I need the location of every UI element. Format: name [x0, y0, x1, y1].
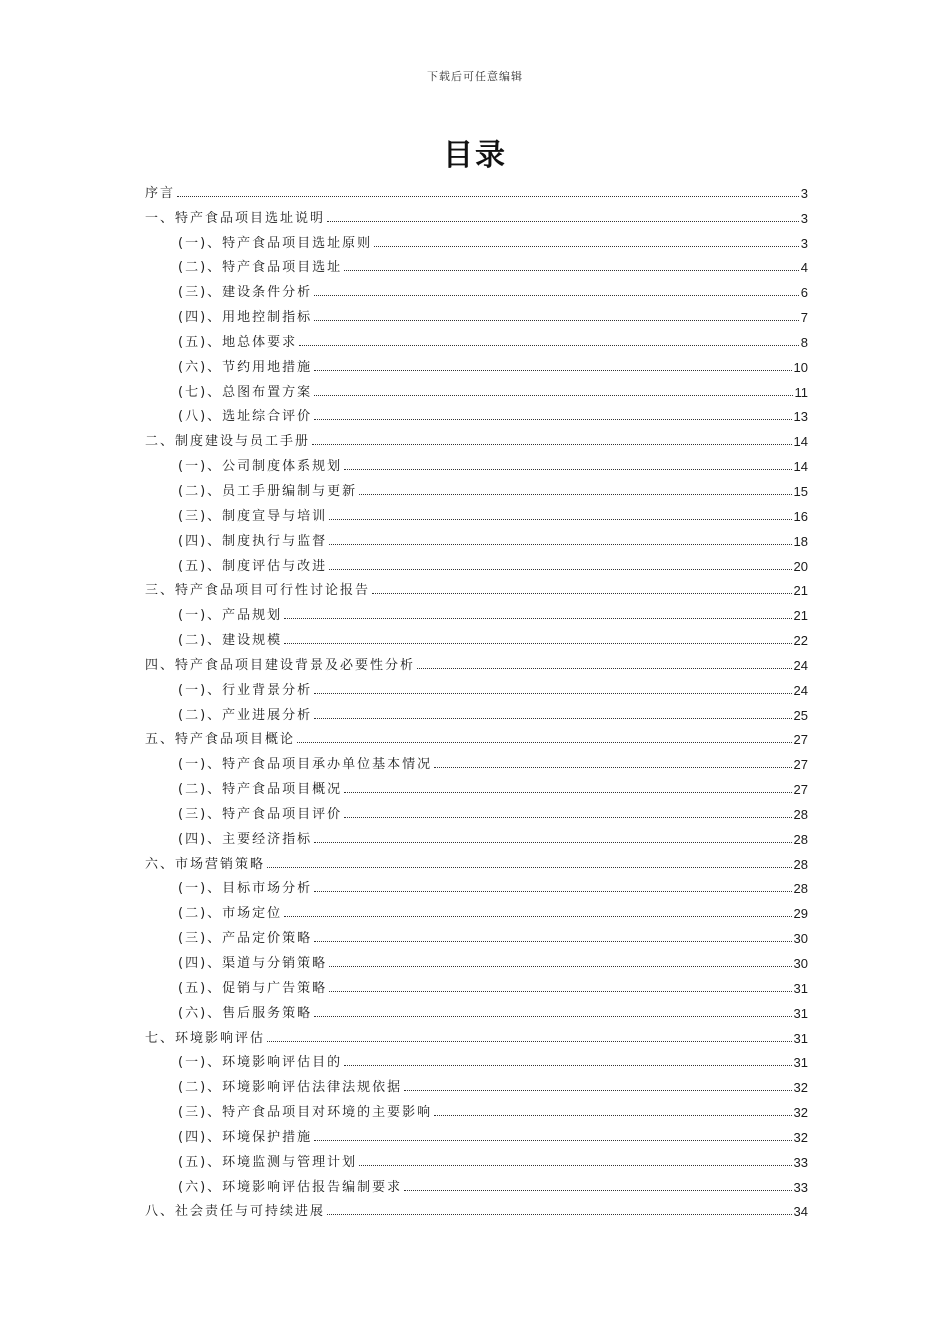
toc-entry-text: (六)、节约用地措施 [178, 359, 313, 375]
dot-leader [329, 991, 791, 992]
toc-entry[interactable] [145, 1195, 808, 1220]
dot-leader [314, 941, 791, 942]
toc-entry[interactable] [145, 822, 808, 847]
dot-leader [434, 767, 791, 768]
toc-entry-page: 14 [793, 459, 808, 475]
toc-entry-text: (四)、渠道与分销策略 [178, 956, 328, 971]
toc-entry[interactable] [145, 201, 808, 226]
dot-leader [372, 593, 792, 594]
dot-leader [344, 469, 791, 470]
toc-entry-text: (一)、特产食品项目承办单位基本情况 [178, 757, 433, 773]
dot-leader [314, 395, 792, 396]
toc-entry-text: (四)、环境保护措施 [178, 1129, 313, 1145]
toc-entry[interactable] [145, 325, 808, 350]
dot-leader [284, 916, 791, 917]
toc-entry[interactable] [145, 623, 808, 648]
toc-entry-text: (六)、环境影响评估报告编制要求 [178, 1179, 403, 1195]
toc-entry-text: 八、社会责任与可持续进展 [145, 1204, 326, 1220]
toc-entry[interactable] [145, 673, 808, 698]
toc-entry-page: 21 [793, 608, 808, 624]
dot-leader [329, 569, 791, 570]
toc-entry[interactable] [145, 524, 808, 549]
toc-entry-text: 七、环境影响评估 [145, 1030, 266, 1046]
toc-entry[interactable] [145, 574, 808, 599]
toc-title: 目录 [443, 138, 507, 173]
toc-entry[interactable] [145, 474, 808, 499]
dot-leader [312, 444, 792, 445]
toc-entry-page: 16 [793, 508, 808, 524]
toc-entry[interactable] [145, 946, 808, 971]
dot-leader [329, 966, 791, 967]
toc-entry[interactable] [145, 598, 808, 623]
toc-entry-page: 14 [793, 434, 808, 450]
toc-entry[interactable] [145, 723, 808, 748]
dot-leader [314, 891, 791, 892]
dot-leader [314, 419, 791, 420]
toc-entry[interactable] [145, 1021, 808, 1046]
toc-entry-page: 28 [793, 881, 808, 897]
toc-entry-page: 27 [793, 732, 808, 748]
toc-entry-text: (二)、特产食品项目选址 [178, 260, 343, 276]
dot-leader [314, 1016, 791, 1017]
toc-entry-text: 三、特产食品项目可行性讨论报告 [145, 583, 371, 599]
dot-leader [359, 494, 791, 495]
toc-entry-page: 24 [793, 682, 808, 698]
dot-leader [374, 246, 799, 247]
toc-entry-page: 18 [793, 533, 808, 549]
toc-entry[interactable] [145, 300, 808, 325]
dot-leader [267, 867, 792, 868]
toc-entry-page: 20 [793, 558, 808, 574]
toc-entry-page: 27 [793, 782, 808, 798]
toc-entry-text: (三)、建设条件分析 [178, 285, 313, 301]
toc-entry[interactable] [145, 350, 808, 375]
toc-entry-page: 31 [793, 1030, 808, 1046]
toc-entry-text: (四)、用地控制指标 [178, 310, 313, 326]
toc-entry-page: 13 [793, 409, 808, 425]
toc-entry[interactable] [145, 872, 808, 897]
toc-entry-text: (六)、售后服务策略 [178, 1005, 313, 1021]
toc-entry-page: 21 [793, 583, 808, 599]
dot-leader [314, 693, 791, 694]
toc-entry-page: 6 [800, 285, 808, 301]
dot-leader [404, 1190, 791, 1191]
dot-leader [314, 842, 791, 843]
toc-entry[interactable] [145, 797, 808, 822]
dot-leader [284, 643, 791, 644]
dot-leader [299, 345, 799, 346]
toc-entry-text: (五)、制度评估与改进 [178, 558, 328, 574]
toc-entry[interactable] [145, 772, 808, 797]
toc-entry[interactable] [145, 251, 808, 276]
dot-leader [344, 270, 799, 271]
toc-entry-page: 31 [793, 980, 808, 996]
toc-entry-text: (三)、产品定价策略 [178, 931, 313, 947]
toc-entry-page: 22 [793, 633, 808, 649]
page-header: 下载后可任意编辑 [427, 70, 523, 83]
toc-entry[interactable] [145, 1145, 808, 1170]
toc-entry-text: 一、特产食品项目选址说明 [145, 210, 326, 226]
toc-entry[interactable] [145, 375, 808, 400]
dot-leader [329, 519, 791, 520]
toc-entry-text: (三)、制度宣导与培训 [178, 508, 328, 524]
toc-entry-text: 六、市场营销策略 [145, 856, 266, 872]
toc-entry[interactable] [145, 698, 808, 723]
toc-entry-page: 3 [800, 235, 808, 251]
toc-entry-text: (八)、选址综合评价 [178, 409, 313, 425]
dot-leader [359, 1165, 791, 1166]
toc-entry-text: (五)、地总体要求 [178, 334, 298, 350]
toc-entry-page: 28 [793, 806, 808, 822]
table-of-contents [145, 176, 808, 1219]
toc-entry-page: 34 [793, 1204, 808, 1220]
dot-leader [314, 1140, 791, 1141]
toc-entry-text: (二)、建设规模 [178, 633, 283, 649]
toc-entry-page: 25 [793, 707, 808, 723]
toc-entry[interactable] [145, 648, 808, 673]
dot-leader [404, 1090, 791, 1091]
toc-entry[interactable] [145, 499, 808, 524]
toc-entry-page: 28 [793, 831, 808, 847]
toc-entry-text: 二、制度建设与员工手册 [145, 434, 311, 450]
toc-entry[interactable] [145, 226, 808, 251]
toc-entry-text: (二)、产业进展分析 [178, 707, 313, 723]
toc-entry[interactable] [145, 1095, 808, 1120]
toc-entry-text: (七)、总图布置方案 [178, 384, 313, 400]
toc-entry-page: 31 [793, 1055, 808, 1071]
toc-entry-text: (一)、行业背景分析 [178, 682, 313, 698]
dot-leader [314, 320, 799, 321]
toc-entry-page: 8 [800, 334, 808, 350]
toc-entry[interactable] [145, 747, 808, 772]
dot-leader [344, 1065, 791, 1066]
toc-entry-page: 27 [793, 757, 808, 773]
toc-entry-text: (二)、特产食品项目概况 [178, 782, 343, 798]
toc-entry-page: 24 [793, 657, 808, 673]
toc-entry-text: 五、特产食品项目概论 [145, 732, 296, 748]
toc-entry-text: (二)、员工手册编制与更新 [178, 483, 358, 499]
toc-entry[interactable] [145, 1120, 808, 1145]
toc-entry[interactable] [145, 971, 808, 996]
toc-entry-text: (一)、特产食品项目选址原则 [178, 235, 373, 251]
dot-leader [177, 196, 799, 197]
toc-entry-text: (三)、特产食品项目评价 [178, 806, 343, 822]
toc-entry-text: (四)、主要经济指标 [178, 831, 313, 847]
toc-entry-text: (五)、环境监测与管理计划 [178, 1154, 358, 1170]
dot-leader [344, 792, 791, 793]
toc-entry-page: 33 [793, 1179, 808, 1195]
dot-leader [434, 1115, 791, 1116]
toc-entry-text: (四)、制度执行与监督 [178, 533, 328, 549]
toc-entry-page: 31 [793, 1005, 808, 1021]
toc-entry-text: 序言 [145, 185, 176, 201]
dot-leader [314, 295, 799, 296]
dot-leader [417, 668, 792, 669]
dot-leader [327, 1214, 792, 1215]
dot-leader [284, 618, 791, 619]
dot-leader [344, 817, 791, 818]
toc-entry-text: (五)、促销与广告策略 [178, 980, 328, 996]
toc-entry-page: 7 [800, 310, 808, 326]
toc-entry[interactable] [145, 996, 808, 1021]
toc-entry-page: 32 [793, 1129, 808, 1145]
dot-leader [297, 742, 792, 743]
toc-entry-page: 15 [793, 483, 808, 499]
toc-entry-text: (一)、环境影响评估目的 [178, 1055, 343, 1071]
toc-entry[interactable] [145, 896, 808, 921]
toc-entry[interactable] [145, 1046, 808, 1071]
toc-entry-text: (二)、市场定位 [178, 906, 283, 922]
dot-leader [267, 1041, 792, 1042]
dot-leader [329, 544, 791, 545]
toc-entry-page: 3 [800, 185, 808, 201]
toc-entry-page: 28 [793, 856, 808, 872]
toc-entry-page: 32 [793, 1105, 808, 1121]
toc-entry-text: 四、特产食品项目建设背景及必要性分析 [145, 657, 416, 673]
toc-entry[interactable] [145, 847, 808, 872]
toc-entry[interactable] [145, 400, 808, 425]
toc-entry-text: (三)、特产食品项目对环境的主要影响 [178, 1105, 433, 1121]
toc-entry[interactable] [145, 449, 808, 474]
toc-entry-page: 30 [793, 956, 808, 971]
toc-entry-page: 33 [793, 1154, 808, 1170]
toc-entry-text: (一)、公司制度体系规划 [178, 459, 343, 475]
toc-entry-text: (一)、产品规划 [178, 608, 283, 624]
toc-entry[interactable] [145, 176, 808, 201]
toc-entry-page: 30 [793, 931, 808, 947]
toc-entry[interactable] [145, 921, 808, 946]
toc-entry[interactable] [145, 424, 808, 449]
toc-entry[interactable] [145, 549, 808, 574]
toc-entry[interactable] [145, 275, 808, 300]
toc-entry[interactable] [145, 1170, 808, 1195]
toc-entry[interactable] [145, 1070, 808, 1095]
toc-entry-page: 32 [793, 1080, 808, 1096]
dot-leader [314, 718, 791, 719]
toc-entry-page: 4 [800, 260, 808, 276]
toc-entry-page: 11 [794, 384, 808, 400]
toc-entry-page: 3 [800, 210, 808, 226]
toc-entry-page: 29 [793, 906, 808, 922]
toc-entry-page: 10 [793, 359, 808, 375]
dot-leader [327, 221, 799, 222]
toc-entry-text: (二)、环境影响评估法律法规依据 [178, 1080, 403, 1096]
dot-leader [314, 370, 791, 371]
toc-entry-text: (一)、目标市场分析 [178, 881, 313, 897]
